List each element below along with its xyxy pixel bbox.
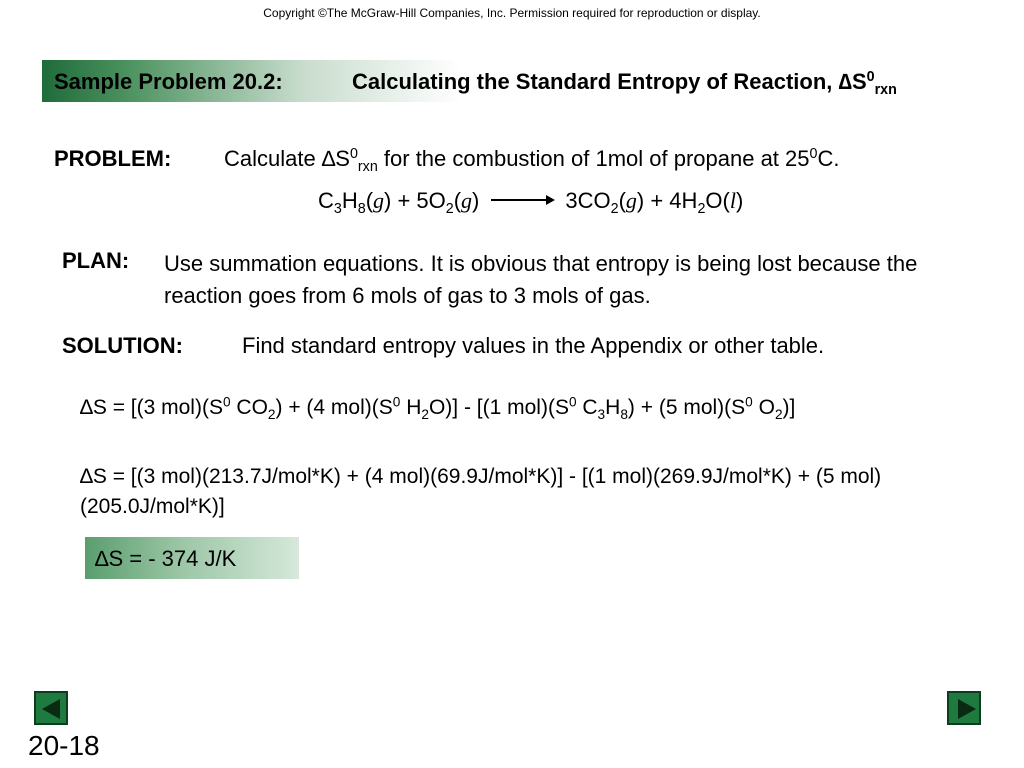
- title-text: Calculating the Standard Entropy of Reaction, ∆S: [352, 69, 867, 94]
- eq-plus2: + 4H: [644, 188, 698, 213]
- title-superscript: 0: [866, 69, 875, 86]
- next-slide-button[interactable]: [947, 691, 981, 725]
- eq-h2o-sub: 2: [697, 201, 706, 217]
- f-p4: H: [400, 396, 422, 419]
- f-sup1: 0: [222, 394, 231, 410]
- previous-slide-button[interactable]: [34, 691, 68, 725]
- f-sub2: 2: [421, 406, 429, 422]
- problem-text: [224, 146, 840, 175]
- f-sup4: 0: [745, 394, 753, 410]
- problem-text-c: C.: [817, 146, 840, 171]
- eq-co2-sub: 2: [610, 201, 619, 217]
- f-sup2: 0: [392, 394, 401, 410]
- eq-c: C: [318, 188, 334, 213]
- f-p9: O: [752, 396, 775, 419]
- problem-label: PROBLEM:: [54, 146, 172, 171]
- eq-o2-sub: 2: [445, 201, 454, 217]
- solution-text: Find standard entropy values in the Appendix or other table.: [242, 333, 825, 358]
- eq-phase3: g: [625, 188, 637, 213]
- title-subscript: rxn: [874, 82, 897, 98]
- triangle-left-icon: [42, 699, 60, 719]
- f-sub1: 2: [267, 406, 276, 422]
- eq-h-sub: 8: [357, 201, 366, 217]
- reaction-equation: $C_3H_8(g) + 5O_2(g) 3CO_2(g) + 4H_2O(l)$: [318, 188, 744, 217]
- page-title: [352, 69, 897, 98]
- problem-sup2: 0: [809, 146, 818, 163]
- eq-phase4: l: [729, 188, 736, 213]
- eq-close4: ): [735, 188, 744, 213]
- eq-phase2: g: [461, 188, 473, 213]
- plan-label: PLAN:: [62, 248, 130, 273]
- title-bar: [42, 60, 987, 102]
- problem-sub: rxn: [357, 159, 378, 175]
- f-sub3: 3: [597, 406, 606, 422]
- eq-c-sub: 3: [333, 201, 342, 217]
- f-sub4: 8: [620, 406, 628, 422]
- f-p1: ∆S = [(3 mol)(S: [80, 396, 223, 419]
- problem-text-a: Calculate ∆S: [224, 146, 350, 171]
- entropy-substitution: ∆S = [(3 mol)(213.7J/mol*K) + (4 mol)(69.9J/mol*K)] - [(1 mol)(269.9J/mol*K) + (5 mol)(205.0J/mol*K)]: [80, 465, 882, 518]
- eq-open1: (: [365, 188, 374, 213]
- eq-close1: ): [384, 188, 392, 213]
- answer-text: ∆S = - 374 J/K: [95, 546, 237, 571]
- f-sup3: 0: [568, 394, 577, 410]
- eq-h: H: [341, 188, 358, 213]
- f-p2: CO: [230, 396, 268, 419]
- f-p7: H: [605, 396, 621, 419]
- problem-text-b: for the combustion of 1mol of propane at 25: [377, 146, 810, 171]
- copyright-notice: Copyright ©The McGraw-Hill Companies, Inc. Permission required for reproduction or display.: [263, 6, 761, 20]
- slide-number: 20-18: [28, 730, 100, 761]
- eq-co2: 3CO: [565, 188, 611, 213]
- sample-problem-label: Sample Problem 20.2:: [54, 69, 283, 94]
- triangle-right-icon: [958, 699, 976, 719]
- reaction-arrow-icon: [491, 199, 553, 201]
- plan-text: Use summation equations. It is obvious that entropy is being lost because the reaction goes from 6 mols of gas to 3 mols of gas.: [164, 251, 918, 308]
- f-p6: C: [576, 396, 598, 419]
- f-sub5: 2: [774, 406, 783, 422]
- eq-h2o-o: O(: [705, 188, 730, 213]
- entropy-formula: [80, 396, 795, 420]
- f-p10: )]: [782, 396, 796, 419]
- answer-box: [85, 537, 299, 579]
- eq-phase1: g: [373, 188, 385, 213]
- solution-label: SOLUTION:: [62, 333, 183, 358]
- problem-sup: 0: [349, 146, 358, 163]
- eq-plus1: + 5O: [391, 188, 446, 213]
- f-p5: O)] - [(1 mol)(S: [428, 396, 569, 419]
- f-p3: ) + (4 mol)(S: [275, 396, 393, 419]
- f-p8: ) + (5 mol)(S: [627, 396, 746, 419]
